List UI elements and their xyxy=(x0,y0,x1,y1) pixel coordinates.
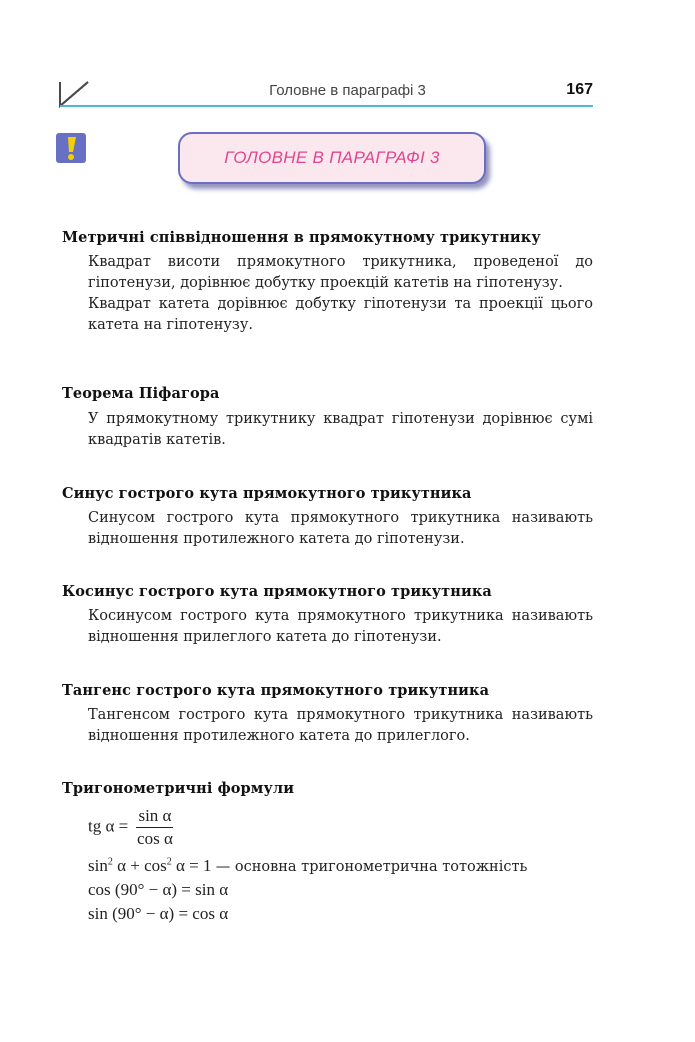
formula-sin-complement: sin (90° − α) = cos α xyxy=(88,904,229,923)
section-title-pythagoras: Теорема Піфагора xyxy=(62,385,220,402)
paragraph: Квадрат катета дорівнює добутку гіпотенузи та проекції цього катета на гіпотенузу. xyxy=(88,296,593,333)
section-body-tangent xyxy=(88,705,593,747)
section-title-tangent: Тангенс гострого кута прямокутного трикутника xyxy=(62,682,490,699)
paragraph: Косинусом гострого кута прямокутного трикутника називають відношення прилеглого катета до гіпотенузи. xyxy=(88,608,593,645)
identity-exp: 2 xyxy=(166,856,172,868)
paragraph: У прямокутному трикутнику квадрат гіпотенузи дорівнює сумі квадратів катетів. xyxy=(88,411,593,448)
section-title-formulas: Тригонометричні формули xyxy=(62,780,295,797)
identity-mid: α + cos xyxy=(117,856,167,875)
section-body-metric xyxy=(88,252,593,336)
exclamation-icon xyxy=(56,133,86,163)
section-body-cosine xyxy=(88,606,593,648)
identity-sin: sin xyxy=(88,856,108,875)
running-header-title: Головне в параграфі 3 xyxy=(269,82,426,99)
fraction-numerator: sin α xyxy=(136,806,173,828)
paragraph: Тангенсом гострого кута прямокутного трикутника називають відношення протилежного катета до прилеглого. xyxy=(88,707,593,744)
section-title-metric: Метричні співвідношення в прямокутному трикутнику xyxy=(62,229,541,246)
identity-exp: 2 xyxy=(107,856,113,868)
section-banner xyxy=(178,132,486,184)
formula-tangent xyxy=(88,806,173,849)
fraction-denominator: cos α xyxy=(137,829,173,848)
section-body-sine xyxy=(88,508,593,550)
paragraph: Синусом гострого кута прямокутного трикутника називають відношення протилежного катета до гіпотенузи. xyxy=(88,510,593,547)
formula-identity xyxy=(88,856,527,876)
formula-tangent-lhs: tg α = xyxy=(88,816,129,836)
section-title-cosine: Косинус гострого кута прямокутного трикутника xyxy=(62,583,492,600)
banner-title: ГОЛОВНЕ В ПАРАГРАФІ 3 xyxy=(224,148,440,167)
header-rule xyxy=(60,105,593,107)
formula-cos-complement: cos (90° − α) = sin α xyxy=(88,880,229,899)
identity-end: α = 1 xyxy=(176,856,212,875)
section-title-sine: Синус гострого кута прямокутного трикутника xyxy=(62,485,472,502)
paragraph: Квадрат висоти прямокутного трикутника, проведеної до гіпотенузи, дорівнює добутку проекцій катетів на гіпотенузу. xyxy=(88,254,593,291)
identity-label: — основна тригонометрична тотожність xyxy=(215,859,528,875)
fraction xyxy=(136,806,173,849)
section-body-pythagoras xyxy=(88,409,593,451)
page-number: 167 xyxy=(566,81,593,98)
